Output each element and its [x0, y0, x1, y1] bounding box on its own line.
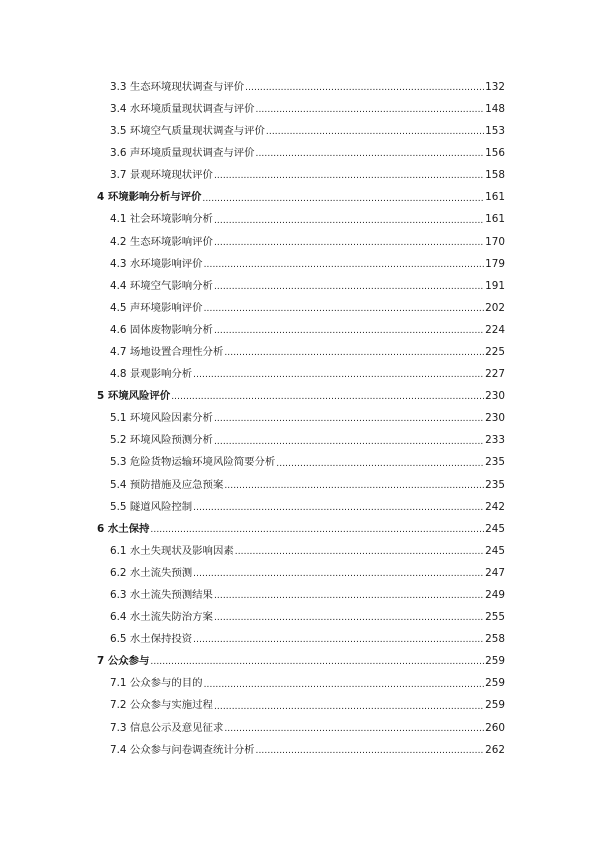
toc-entry-page-number: 170 [485, 235, 505, 248]
toc-entry-page-number: 242 [485, 500, 505, 513]
toc-entry-page-number: 191 [485, 279, 505, 292]
toc-entry-title: 7 公众参与 [97, 655, 150, 668]
toc-entry-title: 6.1 水土失现状及影响因素 [110, 544, 234, 557]
toc-entry-page-number: 161 [485, 191, 505, 204]
dot-leader [193, 502, 484, 512]
toc-entry-page-number: 262 [485, 743, 505, 756]
toc-chapter-entry[interactable] [0, 650, 595, 672]
toc-entry-page-number: 259 [485, 655, 505, 668]
toc-chapter-entry[interactable] [0, 518, 595, 540]
dot-leader [214, 413, 484, 423]
toc-entry-title: 5 环境风险评价 [97, 390, 171, 403]
toc-entry-title: 4.8 景观影响分析 [110, 368, 193, 381]
toc-entry-page-number: 156 [485, 147, 505, 160]
toc-entry-title: 5.2 环境风险预测分析 [110, 434, 213, 447]
toc-entry-page-number: 158 [485, 169, 505, 182]
toc-entry-title: 3.5 环境空气质量现状调查与评价 [110, 125, 265, 138]
toc-entry-title: 4 环境影响分析与评价 [97, 191, 202, 204]
dot-leader [235, 546, 484, 556]
toc-entry-title: 5.5 隧道风险控制 [110, 500, 193, 513]
toc-section-entry[interactable] [0, 275, 595, 297]
toc-chapter-entry[interactable] [0, 385, 595, 407]
dot-leader [245, 82, 484, 92]
toc-section-entry[interactable] [0, 673, 595, 695]
dot-leader [214, 701, 484, 711]
toc-entry-title: 6.3 水土流失预测结果 [110, 589, 213, 601]
toc-entry-page-number: 258 [485, 633, 505, 646]
toc-entry-title: 4.5 声环境影响评价 [110, 301, 203, 314]
toc-section-entry[interactable] [0, 717, 595, 739]
toc-entry-page-number: 233 [485, 434, 505, 447]
toc-entry-title: 4.3 水环境影响评价 [110, 257, 203, 270]
toc-section-entry[interactable] [0, 209, 595, 231]
toc-entry-title: 5.1 环境风险因素分析 [110, 412, 213, 425]
toc-section-entry[interactable] [0, 540, 595, 562]
toc-entry-title: 4.1 社会环境影响分析 [110, 213, 213, 226]
dot-leader [214, 281, 484, 291]
toc-section-entry[interactable] [0, 739, 595, 761]
dot-leader [256, 148, 484, 158]
toc-entry-page-number: 179 [485, 257, 505, 270]
dot-leader [214, 215, 484, 225]
toc-entry-page-number: 260 [485, 721, 505, 734]
toc-section-entry[interactable] [0, 363, 595, 385]
toc-entry-page-number: 161 [485, 213, 505, 226]
toc-section-entry[interactable] [0, 120, 595, 142]
toc-entry-page-number: 249 [485, 589, 505, 601]
toc-section-entry[interactable] [0, 76, 595, 98]
toc-section-entry[interactable] [0, 142, 595, 164]
dot-leader [150, 656, 484, 666]
toc-entry-title: 4.6 固体废物影响分析 [110, 323, 213, 336]
toc-entry-title: 6 水土保持 [97, 522, 150, 535]
toc-section-entry[interactable] [0, 319, 595, 341]
toc-section-entry[interactable] [0, 496, 595, 518]
toc-entry-title: 7.4 公众参与问卷调查统计分析 [110, 743, 255, 756]
toc-entry-title: 7.3 信息公示及意见征求 [110, 721, 224, 734]
toc-section-entry[interactable] [0, 695, 595, 717]
dot-leader [204, 259, 484, 269]
dot-leader [214, 612, 484, 622]
dot-leader [224, 723, 484, 733]
dot-leader [214, 170, 484, 180]
dot-leader [150, 524, 484, 534]
toc-entry-title: 3.3 生态环境现状调查与评价 [110, 80, 245, 93]
toc-section-entry[interactable] [0, 164, 595, 186]
dot-leader [214, 436, 484, 446]
toc-entry-page-number: 259 [485, 699, 505, 712]
toc-entry-title: 4.4 环境空气影响分析 [110, 279, 213, 292]
toc-entry-page-number: 148 [485, 102, 505, 115]
toc-chapter-entry[interactable] [0, 186, 595, 208]
toc-section-entry[interactable] [0, 452, 595, 474]
dot-leader [224, 347, 484, 357]
dot-leader [276, 458, 484, 468]
toc-entry-title: 3.4 水环境质量现状调查与评价 [110, 102, 255, 115]
toc-section-entry[interactable] [0, 98, 595, 120]
toc-entry-title: 4.2 生态环境影响评价 [110, 235, 213, 248]
toc-section-entry[interactable] [0, 297, 595, 319]
toc-entry-title: 3.6 声环境质量现状调查与评价 [110, 147, 255, 160]
toc-entry-title: 3.7 景观环境现状评价 [110, 169, 213, 182]
dot-leader [204, 679, 484, 689]
dot-leader [266, 126, 484, 136]
toc-section-entry[interactable] [0, 231, 595, 253]
dot-leader [204, 303, 484, 313]
toc-entry-page-number: 230 [485, 390, 505, 403]
dot-leader [214, 590, 484, 600]
dot-leader [202, 193, 484, 203]
dot-leader [256, 745, 484, 755]
toc-entry-page-number: 202 [485, 301, 505, 314]
toc-section-entry[interactable] [0, 474, 595, 496]
dot-leader [214, 325, 484, 335]
toc-entry-page-number: 245 [485, 544, 505, 557]
toc-section-entry[interactable] [0, 562, 595, 584]
toc-entry-title: 5.4 预防措施及应急预案 [110, 478, 224, 491]
toc-entry-page-number: 255 [485, 611, 505, 624]
toc-entry-title: 6.5 水土保持投资 [110, 633, 193, 646]
toc-entry-page-number: 153 [485, 125, 505, 138]
toc-section-entry[interactable] [0, 341, 595, 363]
dot-leader [193, 369, 484, 379]
toc-entry-page-number: 227 [485, 368, 505, 381]
toc-entry-page-number: 132 [485, 80, 505, 93]
dot-leader [214, 237, 484, 247]
toc-entry-page-number: 235 [485, 478, 505, 491]
toc-section-entry[interactable] [0, 430, 595, 452]
dot-leader [171, 391, 484, 401]
toc-entry-title: 4.7 场地设置合理性分析 [110, 345, 224, 358]
toc-entry-title: 5.3 危险货物运输环境风险简要分析 [110, 456, 276, 469]
toc-section-entry[interactable] [0, 253, 595, 275]
toc-section-entry[interactable] [0, 584, 595, 606]
dot-leader [256, 104, 484, 114]
toc-entry-page-number: 235 [485, 456, 505, 469]
toc-entry-page-number: 230 [485, 412, 505, 425]
toc-entry-title: 6.2 水土流失预测 [110, 566, 193, 579]
toc-entry-title: 6.4 水土流失防治方案 [110, 611, 213, 624]
toc-entry-page-number: 225 [485, 345, 505, 358]
dot-leader [193, 568, 484, 578]
dot-leader [224, 480, 484, 490]
toc-section-entry[interactable] [0, 407, 595, 429]
toc-entry-title: 7.2 公众参与实施过程 [110, 699, 213, 712]
toc-entry-page-number: 224 [485, 323, 505, 336]
toc-entry-page-number: 247 [485, 566, 505, 579]
toc-section-entry[interactable] [0, 606, 595, 628]
table-of-contents [0, 76, 595, 761]
toc-entry-page-number: 245 [485, 522, 505, 535]
toc-entry-page-number: 259 [485, 677, 505, 690]
toc-section-entry[interactable] [0, 628, 595, 650]
toc-entry-title: 7.1 公众参与的目的 [110, 677, 203, 690]
dot-leader [193, 634, 484, 644]
